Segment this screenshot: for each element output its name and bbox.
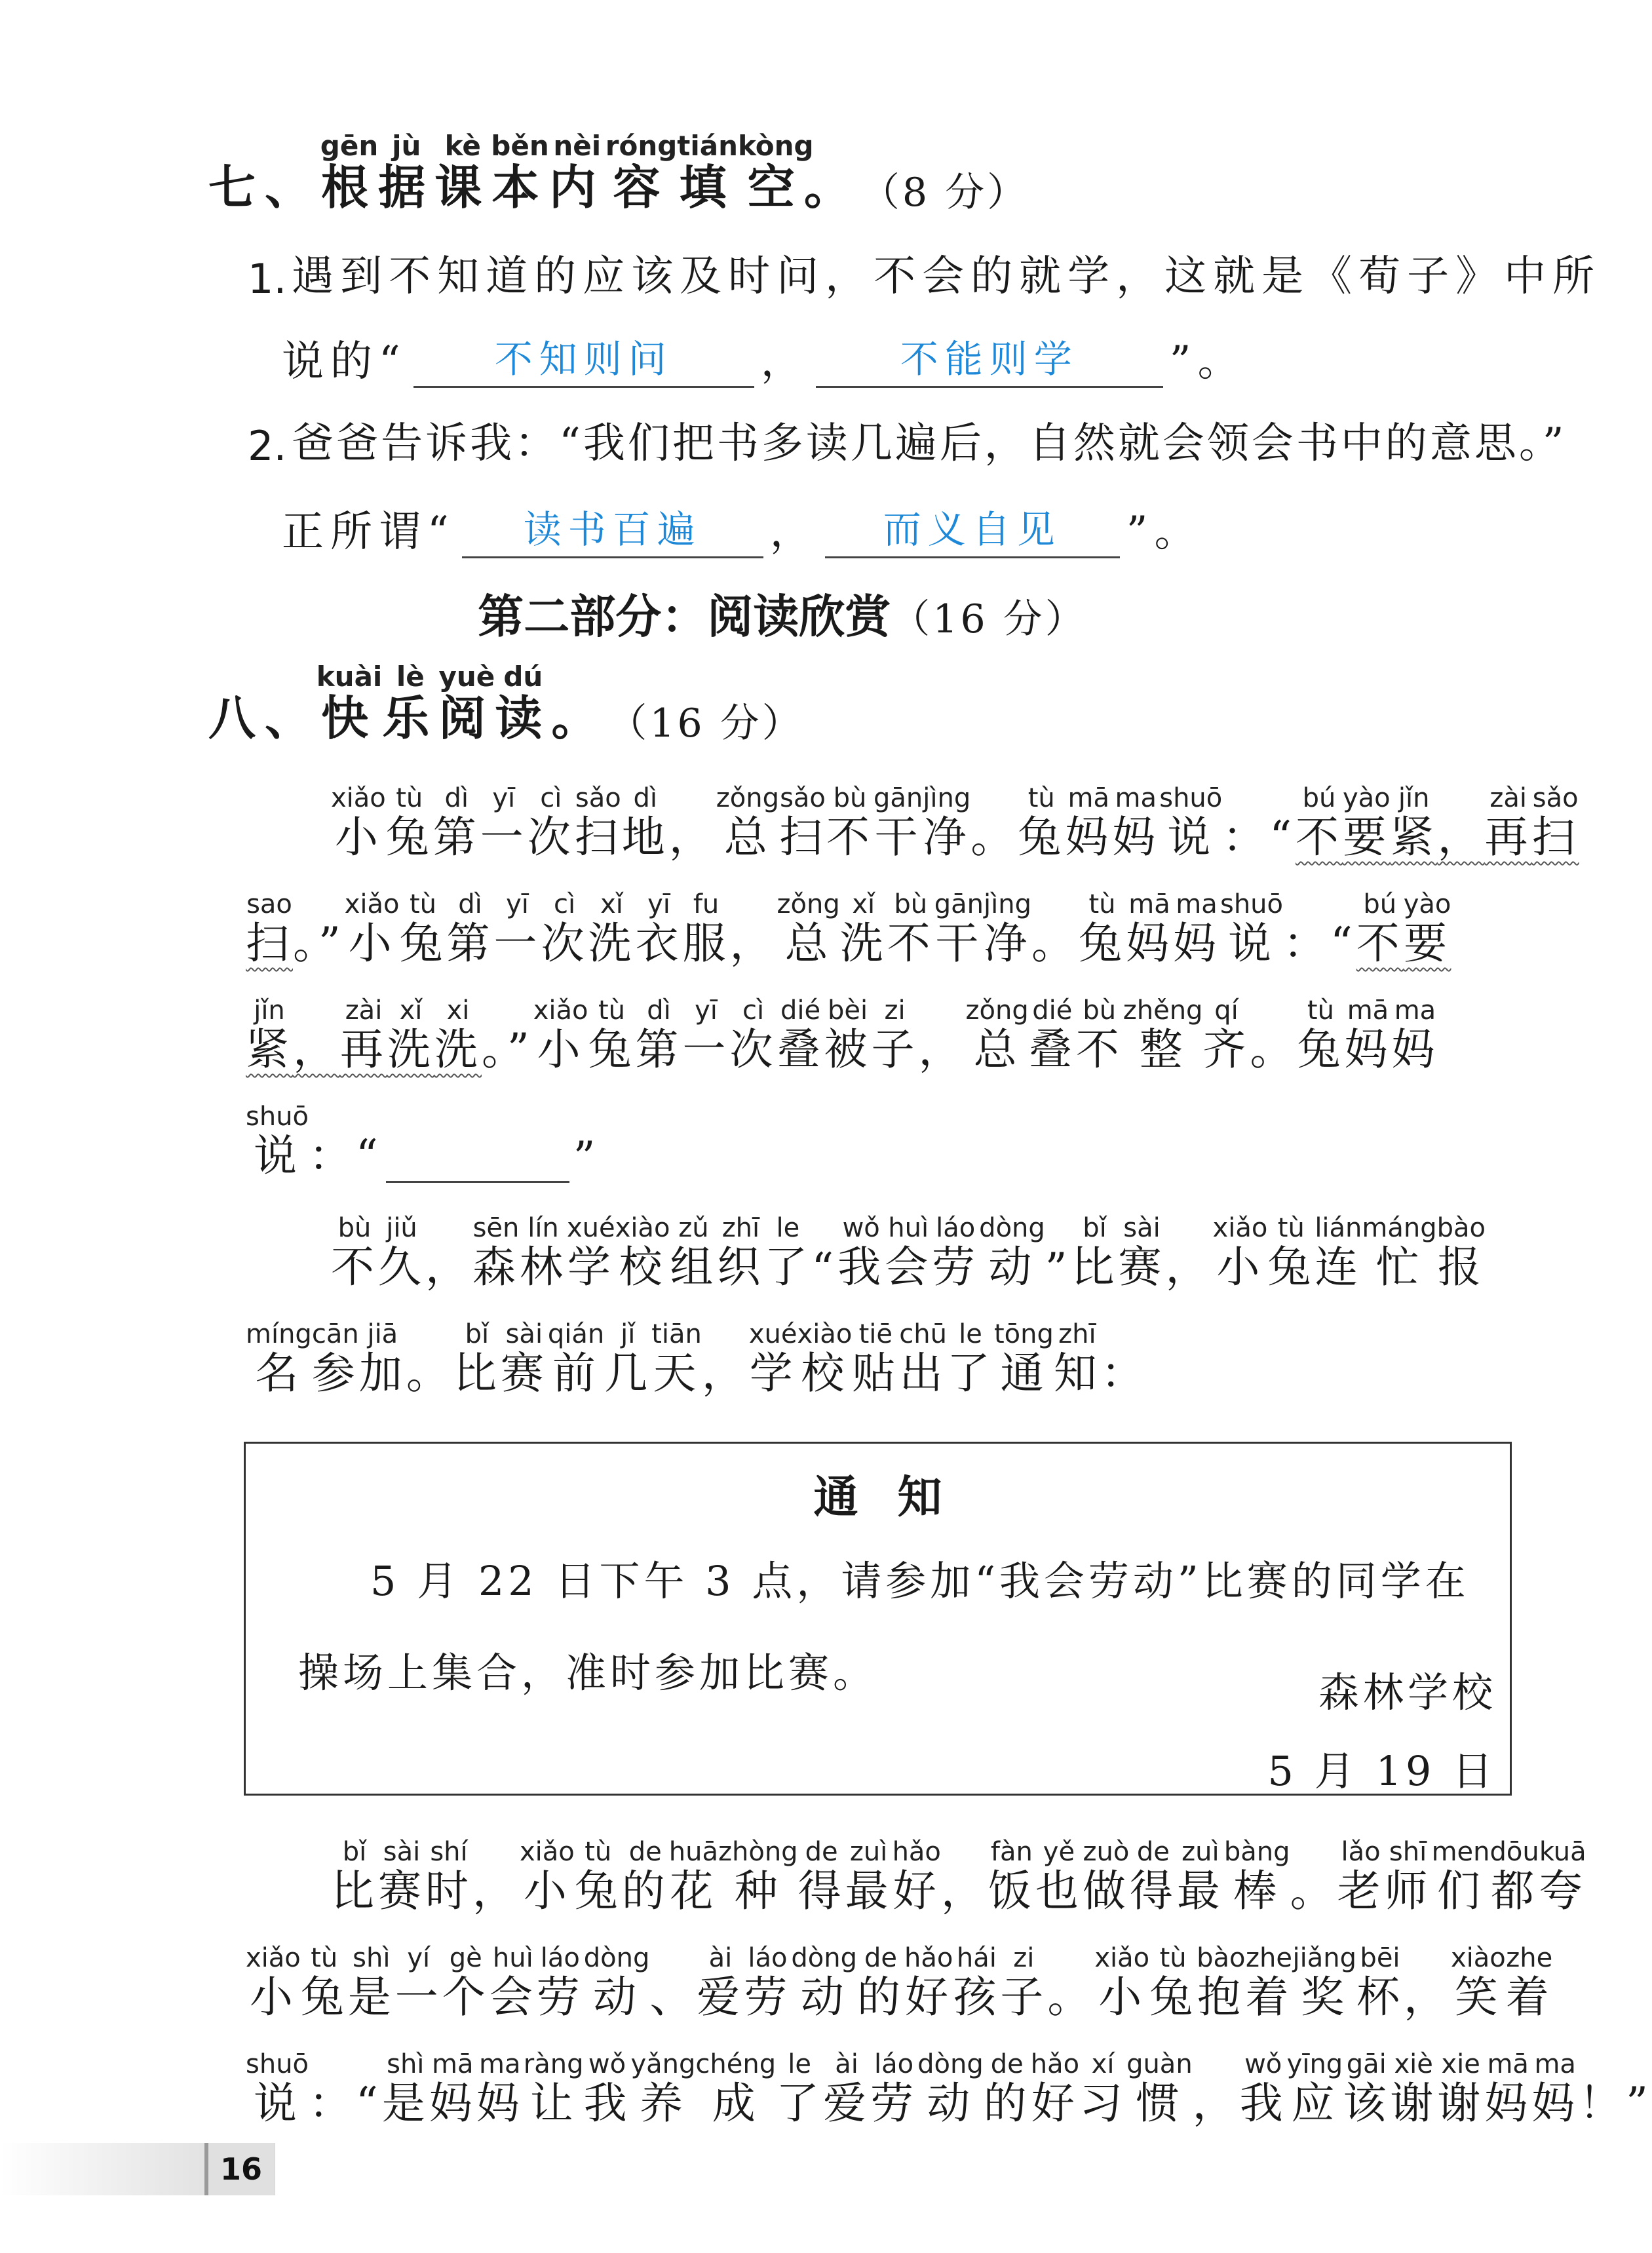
punctuation: ：“ [1222, 812, 1296, 862]
hanzi-with-pinyin: 好hǎo [892, 1837, 941, 1916]
passage-line-8 [246, 1943, 1553, 2024]
hanzi-with-pinyin: 养yǎng [630, 2049, 696, 2128]
hanzi-with-pinyin: 会huì [489, 1943, 537, 2022]
question-1-line1 [248, 242, 1601, 303]
hanzi-with-pinyin: 说shuō [246, 2049, 309, 2128]
hanzi-with-pinyin: 服fu [682, 889, 730, 969]
hanzi-with-pinyin: 兔tù [300, 1943, 348, 2022]
hanzi-with-pinyin: 扫sǎo [574, 783, 622, 862]
hanzi-with-pinyin: 动dòng [791, 1943, 857, 2022]
hanzi-with-pinyin: 该gāi [1343, 2049, 1391, 2128]
hanzi-with-pinyin: 我wǒ [583, 2049, 631, 2128]
punctuation: 。 [1290, 1866, 1337, 1916]
notice-date: 5 月 19 日 [1267, 1747, 1497, 1795]
hanzi-with-pinyin: 洗xǐ [588, 889, 636, 969]
hanzi-with-pinyin: 我wǒ [1239, 2049, 1287, 2128]
hanzi-with-pinyin: 织zhī [717, 1213, 765, 1292]
hanzi-with-pinyin: 子zi [871, 995, 919, 1075]
question-2-line2 [282, 498, 1202, 558]
hanzi-with-pinyin: 妈ma [1391, 995, 1439, 1075]
hanzi-with-pinyin: 扫sǎo [779, 783, 826, 862]
hanzi-with-pinyin: 根gēn [320, 130, 379, 215]
hanzi-with-pinyin: 孩hái [953, 1943, 1001, 2022]
hanzi-with-pinyin: 劳láo [536, 1943, 584, 2022]
notice-body: 5 月 22 日下午 3 点，请参加“我会劳动”比赛的同学在操场上集合，准时参加比赛。 [298, 1557, 1470, 1697]
hanzi-with-pinyin: 第dì [635, 995, 683, 1075]
hanzi-with-pinyin: 爱ài [697, 1943, 744, 2022]
hanzi-with-pinyin: 一yī [682, 995, 730, 1075]
hanzi-with-pinyin: 不bù [1075, 995, 1123, 1075]
answer-blank-1b[interactable]: 不能则学 [816, 328, 1163, 388]
hanzi-with-pinyin: 扫sǎo [1531, 783, 1579, 862]
section7-score: （8 分） [860, 170, 1029, 216]
hanzi-with-pinyin: 最zuì [845, 1837, 893, 1916]
hanzi-with-pinyin: 第dì [432, 783, 480, 862]
hanzi-with-pinyin: 饭fàn [988, 1837, 1035, 1916]
hanzi-with-pinyin: 读dú [495, 661, 552, 746]
hanzi-with-pinyin: 不bù [331, 1213, 378, 1292]
hanzi-with-pinyin: 次cì [729, 995, 777, 1075]
punctuation: ， [1192, 2078, 1240, 2128]
hanzi-with-pinyin: 兔tù [1149, 1943, 1197, 2022]
hanzi-with-pinyin: 的de [621, 1837, 669, 1916]
hanzi-with-pinyin: 总zǒng [716, 783, 779, 862]
hanzi-with-pinyin: 干gān [934, 889, 984, 969]
hanzi-with-pinyin: 忙máng [1362, 1213, 1437, 1292]
hanzi-with-pinyin: 名míng [246, 1319, 312, 1398]
passage-line-2 [246, 889, 1451, 971]
hanzi-with-pinyin: 子zi [1000, 1943, 1048, 2022]
hanzi-with-pinyin: 贴tiē [852, 1319, 900, 1398]
hanzi-with-pinyin: 了le [776, 2049, 824, 2128]
hanzi-with-pinyin: 不bú [1356, 889, 1404, 969]
hanzi-with-pinyin: 惯guàn [1126, 2049, 1193, 2128]
passage-punct: ：“ [309, 1130, 382, 1181]
hanzi-with-pinyin: 要yào [1403, 889, 1451, 969]
hanzi-with-pinyin: 花huā [668, 1837, 718, 1916]
section7-title [208, 130, 860, 218]
question-2-number: 2. [248, 422, 287, 470]
hanzi-with-pinyin: 小xiǎo [344, 889, 400, 969]
hanzi-with-pinyin: 好hǎo [904, 1943, 953, 2022]
hanzi-with-pinyin: 妈ma [1112, 783, 1160, 862]
hanzi-with-pinyin: 奖jiǎng [1292, 1943, 1356, 2022]
hanzi-with-pinyin: 比bǐ [331, 1837, 378, 1916]
punctuation: ， [729, 918, 777, 969]
hanzi-with-pinyin: 个gè [442, 1943, 490, 2022]
hanzi-with-pinyin: 组zǔ [670, 1213, 718, 1292]
punctuation: 。 [406, 1348, 453, 1398]
hanzi-with-pinyin: 参cān [311, 1319, 359, 1398]
hanzi-with-pinyin: 小xiǎo [331, 783, 386, 862]
hanzi-with-pinyin: 出chū [899, 1319, 947, 1398]
question-2-text: 爸爸告诉我：“我们把书多读几遍后，自然就会领会书中的意思。” [292, 419, 1567, 468]
hanzi-with-pinyin: 叠dié [1028, 995, 1076, 1075]
punctuation: ：“ [309, 2078, 382, 2128]
hanzi-with-pinyin: 兔tù [588, 995, 636, 1075]
punctuation: ： [1100, 1348, 1148, 1398]
punctuation: ， [1403, 1972, 1451, 2022]
punctuation: 。 [1031, 918, 1079, 969]
hanzi-with-pinyin: 小xiǎo [1094, 1943, 1150, 2022]
hanzi-with-pinyin: 了le [947, 1319, 994, 1398]
punctuation: ， [1437, 812, 1485, 862]
hanzi-with-pinyin: 妈ma [1172, 889, 1220, 969]
hanzi-with-pinyin: 兔tù [1267, 1213, 1315, 1292]
hanzi-with-pinyin: 课kè [434, 130, 491, 215]
punctuation: 。 [551, 691, 608, 746]
hanzi-with-pinyin: 紧jǐn [246, 995, 293, 1075]
hanzi-with-pinyin: 谢xiè [1390, 2049, 1438, 2128]
hanzi-with-pinyin: 连lián [1315, 1213, 1362, 1292]
answer-blank-1a[interactable]: 不知则问 [413, 328, 754, 388]
punctuation: ， [918, 1024, 966, 1075]
hanzi-with-pinyin: 笑xiào [1450, 1943, 1506, 2022]
hanzi-with-pinyin: 要yào [1343, 783, 1391, 862]
hanzi-with-pinyin: 杯bēi [1356, 1943, 1404, 2022]
question-2-sep: ， [769, 508, 818, 556]
hanzi-with-pinyin: 妈mā [1125, 889, 1173, 969]
hanzi-with-pinyin: 校xiào [797, 1319, 853, 1398]
hanzi-with-pinyin: 动dòng [979, 1213, 1045, 1292]
hanzi-with-pinyin: 扫sao [246, 889, 293, 969]
question-1-number: 1. [248, 255, 287, 303]
hanzi-with-pinyin: 妈mā [1065, 783, 1113, 862]
hanzi-with-pinyin: 不bù [887, 889, 934, 969]
hanzi-with-pinyin: 的de [983, 2049, 1031, 2128]
question-1-prefix: 说的“ [282, 337, 407, 386]
hanzi-with-pinyin: 几jǐ [604, 1319, 652, 1398]
punctuation: 七、 [208, 160, 322, 215]
hanzi-with-pinyin: 通tōng [994, 1319, 1054, 1398]
hanzi-with-pinyin: 们men [1431, 1837, 1490, 1916]
hanzi-with-pinyin: 劳láo [744, 1943, 792, 2022]
hanzi-with-pinyin: 说shuō [1220, 889, 1283, 969]
hanzi-with-pinyin: 好hǎo [1030, 2049, 1080, 2128]
punctuation: ：“ [1283, 918, 1356, 969]
hanzi-with-pinyin: 紧jǐn [1390, 783, 1438, 862]
hanzi-with-pinyin: 知zhī [1053, 1319, 1101, 1398]
hanzi-with-pinyin: 棒bàng [1223, 1837, 1290, 1916]
hanzi-with-pinyin: 学xué [748, 1319, 797, 1398]
passage-line-1 [331, 783, 1579, 864]
hanzi-with-pinyin: 最zuì [1176, 1837, 1224, 1916]
passage-line-5 [331, 1213, 1486, 1294]
hanzi-with-pinyin: 得de [1129, 1837, 1177, 1916]
hanzi-with-pinyin: 次cì [541, 889, 588, 969]
hanzi-with-pinyin: 爱ài [823, 2049, 871, 2128]
hanzi-with-pinyin: 赛sài [378, 1837, 425, 1916]
hanzi-with-pinyin: 前qián [547, 1319, 605, 1398]
hanzi-with-pinyin: 的de [857, 1943, 904, 2022]
hanzi-with-pinyin: 师shī [1384, 1837, 1432, 1916]
hanzi-with-pinyin: 赛sài [1118, 1213, 1166, 1292]
page-number: 16 [204, 2143, 274, 2195]
hanzi-with-pinyin: 说shuō [1159, 783, 1223, 862]
hanzi-with-pinyin: 被bèi [824, 995, 872, 1075]
hanzi-with-pinyin: 动dòng [583, 1943, 650, 2022]
hanzi-with-pinyin: 久jiǔ [378, 1213, 425, 1292]
hanzi-with-pinyin: 一yī [480, 783, 528, 862]
hanzi-with-pinyin: 了le [764, 1213, 812, 1292]
hanzi-with-pinyin: 抱bào [1197, 1943, 1246, 2022]
hanzi-with-pinyin: 据jù [378, 130, 435, 215]
hanzi-with-pinyin: 林lín [520, 1213, 567, 1292]
punctuation: 。 [970, 812, 1018, 862]
hanzi-with-pinyin: 劳láo [932, 1213, 980, 1292]
hanzi-with-pinyin: 着zhe [1245, 1943, 1293, 2022]
hanzi-with-pinyin: 种zhòng [718, 1837, 798, 1916]
punctuation: 八、 [208, 691, 322, 746]
hanzi-with-pinyin: 得de [797, 1837, 845, 1916]
hanzi-with-pinyin: 洗xi [434, 995, 482, 1075]
hanzi-with-pinyin: 衣yī [635, 889, 683, 969]
punctuation: ！” [1579, 2078, 1652, 2128]
hanzi-with-pinyin: 填tián [677, 130, 739, 215]
hanzi-with-pinyin: 兔tù [1078, 889, 1126, 969]
part2-title-text: 第二部分：阅读欣赏 [478, 590, 891, 644]
hanzi-with-pinyin: 兔tù [399, 889, 447, 969]
hanzi-with-pinyin: 成chéng [695, 2049, 777, 2128]
hanzi-with-pinyin: 叠dié [777, 995, 824, 1075]
hanzi-with-pinyin: 兔tù [1297, 995, 1345, 1075]
hanzi-with-pinyin: 一yī [493, 889, 541, 969]
punctuation: ， [472, 1866, 520, 1916]
hanzi-with-pinyin: 也yě [1035, 1837, 1083, 1916]
passage-punct: ” [573, 1132, 600, 1183]
hanzi-with-pinyin: 赛sài [500, 1319, 548, 1398]
part2-title [0, 580, 1565, 646]
hanzi-with-pinyin: 总zǒng [777, 889, 840, 969]
hanzi-with-pinyin: 兔tù [1018, 783, 1066, 862]
hanzi-with-pinyin: 小xiǎo [246, 1943, 301, 2022]
hanzi-with-pinyin: 阅yuè [438, 661, 495, 746]
hanzi-with-pinyin: 都dōu [1489, 1837, 1539, 1916]
hanzi-with-pinyin: 是shì [381, 2049, 429, 2128]
hanzi-with-pinyin: 再zài [1484, 783, 1532, 862]
hanzi-with-pinyin: 夸kuā [1539, 1837, 1586, 1916]
hanzi-with-pinyin: 小xiǎo [1212, 1213, 1268, 1292]
hanzi-with-pinyin: 老lǎo [1337, 1837, 1385, 1916]
notice-signature: 森林学校 [1318, 1668, 1497, 1716]
hanzi-with-pinyin: 劳láo [870, 2049, 918, 2128]
hanzi-with-pinyin: 兔tù [574, 1837, 622, 1916]
punctuation: ， [425, 1242, 472, 1292]
question-2-prefix: 正所谓“ [282, 508, 455, 556]
hanzi-with-pinyin: 妈mā [1484, 2049, 1532, 2128]
section8-heading [208, 661, 804, 748]
hanzi-with-pinyin: 一yí [394, 1943, 442, 2022]
hanzi-with-pinyin: 妈mā [429, 2049, 476, 2128]
question-2-suffix: ”。 [1126, 508, 1203, 556]
hanzi-with-pinyin: 比bǐ [453, 1319, 501, 1398]
punctuation: 。 [1250, 1024, 1297, 1075]
hanzi-with-pinyin: 容róng [605, 130, 678, 215]
hanzi-with-pinyin: 让ràng [523, 2049, 584, 2128]
hanzi-with-pinyin: 是shì [347, 1943, 395, 2022]
notice-title: 通知 [813, 1472, 982, 1524]
punctuation: 。” [293, 918, 345, 969]
question-1-sep: ， [760, 337, 809, 386]
hanzi-with-pinyin: 本běn [491, 130, 549, 215]
hanzi-with-pinyin: 快kuài [316, 661, 383, 746]
hanzi-with-pinyin: 不bú [1296, 783, 1343, 862]
hanzi-with-pinyin: 次cì [527, 783, 575, 862]
question-2-line1 [248, 410, 1567, 470]
passage-line-3 [246, 995, 1439, 1077]
hanzi-with-pinyin: 第dì [446, 889, 494, 969]
hanzi-with-pinyin: 空kòng [738, 130, 814, 215]
hanzi-with-pinyin: 洗xǐ [839, 889, 887, 969]
punctuation: ， [293, 1024, 340, 1075]
answer-blank-2b[interactable]: 而义自见 [825, 499, 1120, 558]
part2-score: （16 分） [891, 596, 1087, 642]
passage-word: 说shuō [246, 1102, 309, 1181]
hanzi-with-pinyin: 地dì [621, 783, 669, 862]
punctuation: ， [940, 1866, 988, 1916]
passage-line-9 [246, 2049, 1652, 2130]
hanzi-with-pinyin: 小xiǎo [533, 995, 588, 1075]
hanzi-with-pinyin: 洗xǐ [387, 995, 434, 1075]
hanzi-with-pinyin: 会huì [885, 1213, 932, 1292]
hanzi-with-pinyin: 应yīng [1286, 2049, 1343, 2128]
passage-line-6 [246, 1319, 1148, 1400]
punctuation: “ [811, 1244, 838, 1294]
hanzi-with-pinyin: 总zǒng [965, 995, 1029, 1075]
section7-heading [208, 130, 1029, 218]
section8-title [208, 661, 608, 748]
hanzi-with-pinyin: 谢xie [1437, 2049, 1485, 2128]
hanzi-with-pinyin: 齐qí [1202, 995, 1250, 1075]
hanzi-with-pinyin: 小xiǎo [520, 1837, 575, 1916]
hanzi-with-pinyin: 加jiā [358, 1319, 406, 1398]
hanzi-with-pinyin: 净jìng [923, 783, 971, 862]
punctuation: ， [701, 1348, 749, 1398]
passage-line-7 [331, 1837, 1586, 1918]
answer-blank-3[interactable] [386, 1174, 569, 1183]
hanzi-with-pinyin: 森sēn [472, 1213, 520, 1292]
punctuation: ， [668, 812, 716, 862]
punctuation: ， [1165, 1242, 1213, 1292]
hanzi-with-pinyin: 妈ma [476, 2049, 524, 2128]
hanzi-with-pinyin: 习xí [1079, 2049, 1127, 2128]
hanzi-with-pinyin: 天tiān [651, 1319, 702, 1398]
punctuation: 、 [649, 1972, 697, 2022]
question-1-text: 遇到不知道的应该及时问，不会的就学，这就是《荀子》中所 [292, 252, 1602, 301]
punctuation: 。 [1047, 1972, 1095, 2022]
hanzi-with-pinyin: 整zhěng [1123, 995, 1203, 1075]
hanzi-with-pinyin: 学xué [567, 1213, 615, 1292]
passage-line-4 [246, 1102, 600, 1183]
hanzi-with-pinyin: 再zài [340, 995, 387, 1075]
hanzi-with-pinyin: 净jìng [984, 889, 1031, 969]
hanzi-with-pinyin: 报bào [1436, 1213, 1486, 1292]
hanzi-with-pinyin: 内nèi [548, 130, 605, 215]
punctuation: ” [1045, 1244, 1071, 1294]
hanzi-with-pinyin: 妈ma [1531, 2049, 1579, 2128]
question-1-line2 [282, 328, 1246, 388]
hanzi-with-pinyin: 着zhe [1505, 1943, 1553, 2022]
hanzi-with-pinyin: 不bù [826, 783, 874, 862]
hanzi-with-pinyin: 动dòng [917, 2049, 984, 2128]
question-1-suffix: ”。 [1169, 337, 1246, 386]
notice-box [244, 1442, 1512, 1796]
hanzi-with-pinyin: 做zuò [1082, 1837, 1130, 1916]
punctuation: 。 [803, 160, 860, 215]
hanzi-with-pinyin: 妈mā [1344, 995, 1392, 1075]
answer-blank-2a[interactable]: 读书百遍 [462, 499, 763, 558]
hanzi-with-pinyin: 时shí [425, 1837, 472, 1916]
hanzi-with-pinyin: 乐lè [382, 661, 439, 746]
hanzi-with-pinyin: 我wǒ [837, 1213, 885, 1292]
hanzi-with-pinyin: 比bǐ [1071, 1213, 1119, 1292]
hanzi-with-pinyin: 兔tù [385, 783, 433, 862]
punctuation: 。” [482, 1024, 533, 1075]
section8-score: （16 分） [607, 701, 804, 746]
hanzi-with-pinyin: 干gān [874, 783, 923, 862]
hanzi-with-pinyin: 校xiào [615, 1213, 670, 1292]
